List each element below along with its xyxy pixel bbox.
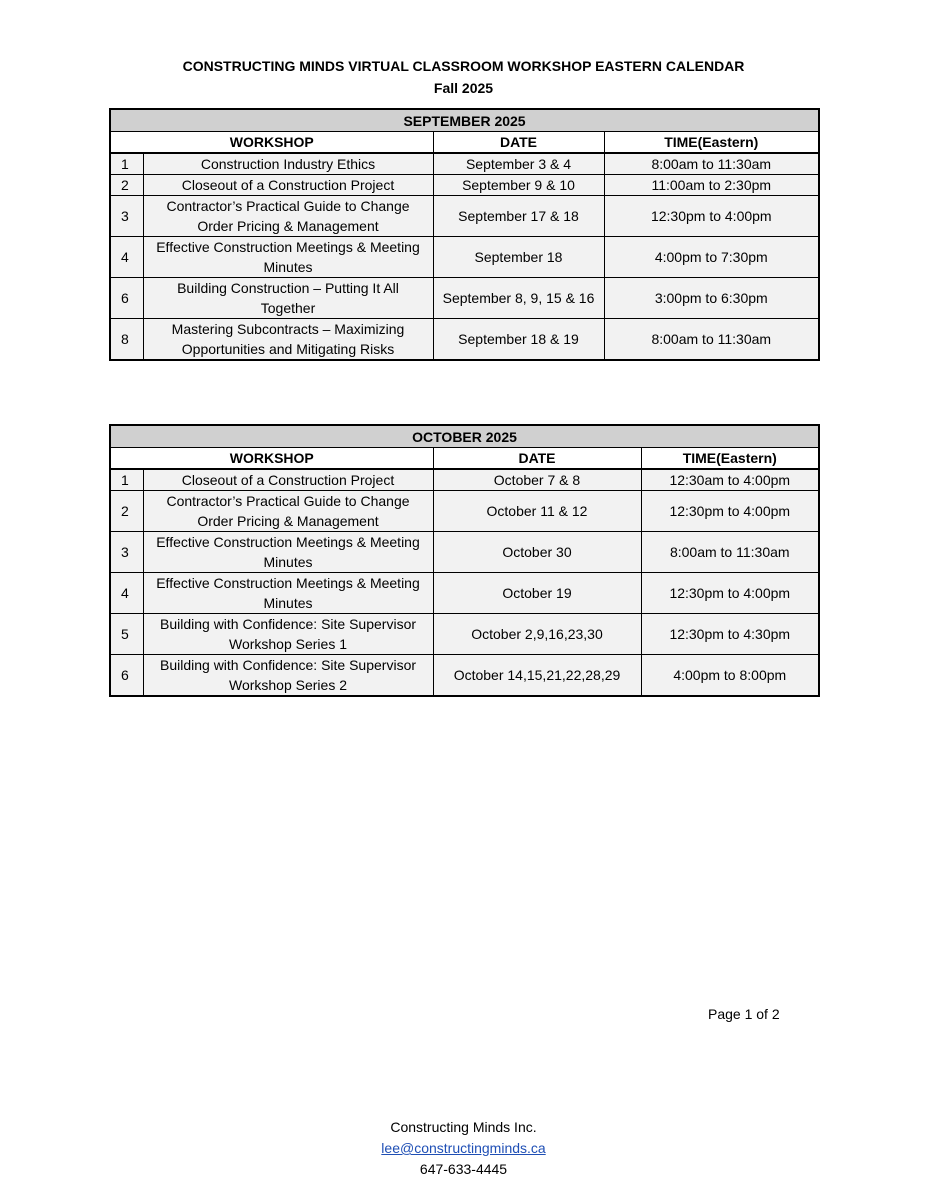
workshop-time: 3:00pm to 6:30pm <box>604 278 819 319</box>
september-schedule-table <box>109 108 820 361</box>
month-header-october: OCTOBER 2025 <box>110 425 819 448</box>
workshop-time: 4:00pm to 7:30pm <box>604 237 819 278</box>
table-row <box>110 278 819 319</box>
column-header-date: DATE <box>433 448 641 470</box>
table-row <box>110 532 819 573</box>
october-schedule-table <box>109 424 820 697</box>
table-row <box>110 469 819 491</box>
workshop-date: September 18 & 19 <box>433 319 604 361</box>
table-row <box>110 655 819 697</box>
row-number: 1 <box>110 153 143 175</box>
workshop-time: 11:00am to 2:30pm <box>604 175 819 196</box>
workshop-name: Effective Construction Meetings & Meeting Minutes <box>143 237 433 278</box>
row-number: 4 <box>110 573 143 614</box>
row-number: 1 <box>110 469 143 491</box>
workshop-date: September 18 <box>433 237 604 278</box>
workshop-date: October 30 <box>433 532 641 573</box>
workshop-time: 8:00am to 11:30am <box>641 532 819 573</box>
workshop-name: Effective Construction Meetings & Meeting Minutes <box>143 532 433 573</box>
column-header-date: DATE <box>433 132 604 154</box>
workshop-date: October 19 <box>433 573 641 614</box>
workshop-time: 8:00am to 11:30am <box>604 153 819 175</box>
column-header-time: TIME(Eastern) <box>604 132 819 154</box>
workshop-name: Closeout of a Construction Project <box>143 175 433 196</box>
page-title: CONSTRUCTING MINDS VIRTUAL CLASSROOM WORKSHOP EASTERN CALENDAR <box>182 58 745 74</box>
workshop-name: Building with Confidence: Site Supervisor Workshop Series 1 <box>143 614 433 655</box>
workshop-name: Closeout of a Construction Project <box>143 469 433 491</box>
workshop-name: Mastering Subcontracts – Maximizing Opportunities and Mitigating Risks <box>143 319 433 361</box>
page-subtitle: Fall 2025 <box>433 80 494 96</box>
row-number: 4 <box>110 237 143 278</box>
table-row <box>110 614 819 655</box>
row-number: 3 <box>110 196 143 237</box>
row-number: 6 <box>110 278 143 319</box>
workshop-name: Effective Construction Meetings & Meeting Minutes <box>143 573 433 614</box>
workshop-name: Contractor’s Practical Guide to Change Order Pricing & Management <box>143 491 433 532</box>
row-number: 8 <box>110 319 143 361</box>
workshop-time: 12:30pm to 4:00pm <box>604 196 819 237</box>
row-number: 3 <box>110 532 143 573</box>
table-row <box>110 491 819 532</box>
workshop-date: October 14,15,21,22,28,29 <box>433 655 641 697</box>
workshop-time: 8:00am to 11:30am <box>604 319 819 361</box>
workshop-name: Contractor’s Practical Guide to Change Order Pricing & Management <box>143 196 433 237</box>
footer-phone: 647-633-4445 <box>419 1161 508 1177</box>
page-number: Page 1 of 2 <box>708 1006 780 1022</box>
column-header-time: TIME(Eastern) <box>641 448 819 470</box>
workshop-date: September 9 & 10 <box>433 175 604 196</box>
row-number: 6 <box>110 655 143 697</box>
workshop-date: September 8, 9, 15 & 16 <box>433 278 604 319</box>
workshop-time: 12:30pm to 4:00pm <box>641 491 819 532</box>
workshop-name: Construction Industry Ethics <box>143 153 433 175</box>
month-header-september: SEPTEMBER 2025 <box>110 109 819 132</box>
table-row <box>110 153 819 175</box>
table-row <box>110 175 819 196</box>
workshop-name: Building Construction – Putting It All Together <box>143 278 433 319</box>
workshop-name: Building with Confidence: Site Supervisor Workshop Series 2 <box>143 655 433 697</box>
row-number: 2 <box>110 175 143 196</box>
column-header-workshop: WORKSHOP <box>110 132 433 154</box>
workshop-date: September 3 & 4 <box>433 153 604 175</box>
table-row <box>110 196 819 237</box>
table-row <box>110 573 819 614</box>
workshop-date: September 17 & 18 <box>433 196 604 237</box>
workshop-time: 12:30pm to 4:00pm <box>641 573 819 614</box>
workshop-date: October 11 & 12 <box>433 491 641 532</box>
workshop-date: October 2,9,16,23,30 <box>433 614 641 655</box>
workshop-date: October 7 & 8 <box>433 469 641 491</box>
footer-company: Constructing Minds Inc. <box>390 1119 537 1135</box>
footer-email-link[interactable]: lee@constructingminds.ca <box>381 1140 546 1156</box>
row-number: 2 <box>110 491 143 532</box>
workshop-time: 12:30am to 4:00pm <box>641 469 819 491</box>
workshop-time: 4:00pm to 8:00pm <box>641 655 819 697</box>
workshop-time: 12:30pm to 4:30pm <box>641 614 819 655</box>
table-row <box>110 237 819 278</box>
column-header-workshop: WORKSHOP <box>110 448 433 470</box>
table-row <box>110 319 819 361</box>
row-number: 5 <box>110 614 143 655</box>
